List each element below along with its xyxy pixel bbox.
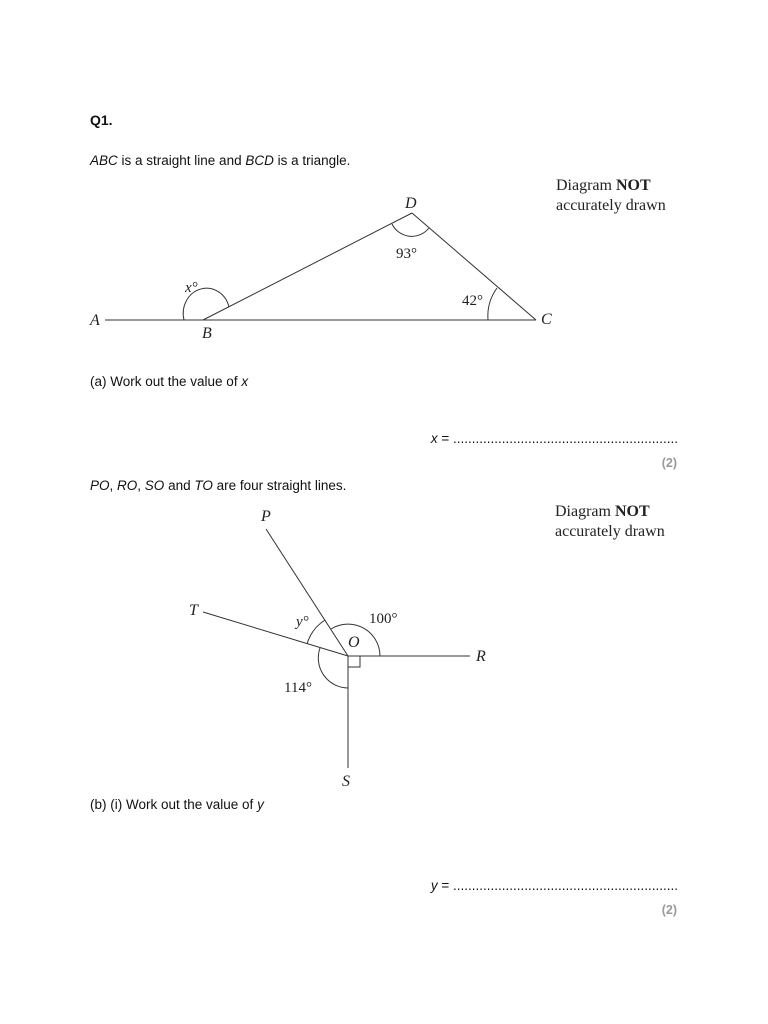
question-text: (b) (i) Work out the value of bbox=[90, 797, 258, 812]
note-text: Diagram bbox=[556, 177, 616, 194]
intro-abc: ABC bbox=[90, 153, 118, 168]
intro-text: , bbox=[109, 478, 118, 493]
label-o: O bbox=[348, 634, 360, 651]
intro-text: , bbox=[137, 478, 145, 493]
intro-text: are four straight lines. bbox=[212, 478, 347, 493]
answer-dots: ............................................................ bbox=[452, 878, 678, 893]
answer-var: x bbox=[430, 431, 438, 446]
right-angle-marker bbox=[348, 656, 360, 667]
label-b: B bbox=[202, 325, 212, 342]
line-to bbox=[203, 612, 348, 656]
note-text: Diagram bbox=[555, 503, 615, 520]
answer-eq: = bbox=[437, 431, 453, 446]
label-s: S bbox=[342, 773, 350, 790]
intro-text-2 bbox=[90, 478, 346, 493]
angle-label-114: 114° bbox=[284, 680, 312, 696]
intro-po: PO bbox=[90, 478, 110, 493]
question-a bbox=[90, 374, 248, 389]
angle-arc-114 bbox=[318, 648, 348, 688]
question-var: y bbox=[257, 797, 264, 812]
label-p: P bbox=[261, 508, 271, 525]
intro-bcd: BCD bbox=[245, 153, 274, 168]
note-not: NOT bbox=[615, 177, 651, 194]
question-text: (a) Work out the value of bbox=[90, 374, 242, 389]
label-a: A bbox=[90, 312, 100, 329]
label-d: D bbox=[405, 195, 417, 212]
answer-var: y bbox=[430, 878, 438, 893]
angle-label-42: 42° bbox=[462, 293, 483, 309]
answer-line-x[interactable] bbox=[418, 431, 678, 446]
label-r: R bbox=[476, 648, 486, 665]
angle-arc-c bbox=[488, 288, 497, 320]
angle-label-y: y° bbox=[296, 614, 309, 630]
answer-line-y[interactable] bbox=[418, 878, 678, 893]
intro-ro: RO bbox=[117, 478, 138, 493]
intro-text: is a straight line and bbox=[117, 153, 246, 168]
angle-label-100: 100° bbox=[369, 611, 398, 627]
note-text: accurately drawn bbox=[555, 523, 665, 540]
angle-arc-y bbox=[307, 620, 325, 644]
angle-label-x: x° bbox=[185, 280, 198, 296]
line-po bbox=[266, 529, 348, 656]
marks-a: (2) bbox=[661, 456, 677, 470]
answer-dots: ............................................................ bbox=[452, 431, 678, 446]
question-b-i bbox=[90, 797, 264, 812]
question-number: Q1. bbox=[90, 112, 113, 128]
label-t: T bbox=[189, 602, 198, 619]
angle-label-93: 93° bbox=[396, 246, 417, 262]
note-text: accurately drawn bbox=[556, 197, 666, 214]
intro-to: TO bbox=[194, 478, 213, 493]
question-var: x bbox=[241, 374, 249, 389]
label-c: C bbox=[541, 311, 552, 328]
answer-eq: = bbox=[437, 878, 453, 893]
intro-so: SO bbox=[144, 478, 165, 493]
line-bd bbox=[203, 213, 412, 320]
diagram-note-2 bbox=[555, 502, 665, 542]
intro-text: and bbox=[164, 478, 195, 493]
marks-b: (2) bbox=[661, 903, 677, 917]
note-not: NOT bbox=[614, 503, 650, 520]
angle-arc-d bbox=[392, 224, 429, 236]
intro-text: is a triangle. bbox=[273, 153, 351, 168]
